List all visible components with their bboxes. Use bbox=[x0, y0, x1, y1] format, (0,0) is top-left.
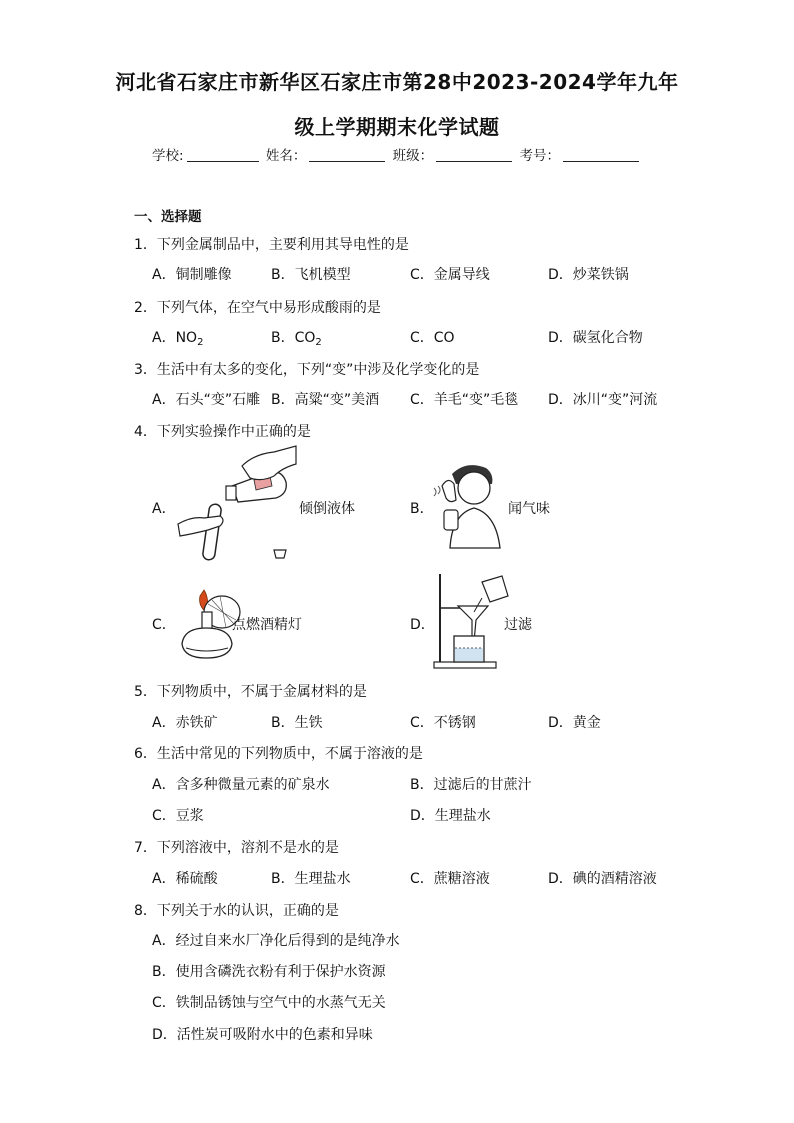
q8-option-b[interactable]: B．使用含磷洗衣粉有利于保护水资源 bbox=[152, 964, 386, 980]
q5-option-d[interactable]: D．黄金 bbox=[548, 715, 601, 731]
q4-caption-b: 闻气味 bbox=[508, 501, 550, 517]
q2-option-b[interactable] bbox=[271, 327, 322, 348]
question-7-stem: 7．下列溶液中，溶剂不是水的是 bbox=[134, 840, 339, 856]
q1-option-b[interactable]: B．飞机模型 bbox=[271, 267, 351, 283]
q8-option-d[interactable]: D．活性炭可吸附水中的色素和异味 bbox=[152, 1027, 373, 1043]
q6-option-c[interactable]: C．豆浆 bbox=[152, 808, 204, 824]
school-label: 学校: bbox=[152, 148, 184, 164]
q7-option-b[interactable]: B．生理盐水 bbox=[271, 871, 351, 887]
q2-option-b-sub: 2 bbox=[315, 337, 322, 348]
q1-option-c[interactable]: C．金属导线 bbox=[410, 267, 490, 283]
q3-option-c[interactable]: C．羊毛“变”毛毯 bbox=[410, 392, 519, 408]
question-4-stem: 4．下列实验操作中正确的是 bbox=[134, 424, 311, 440]
q3-option-b[interactable]: B．高粱“变”美酒 bbox=[271, 392, 380, 408]
school-blank[interactable] bbox=[187, 148, 259, 162]
question-3-stem: 3．生活中有太多的变化，下列“变”中涉及化学变化的是 bbox=[134, 362, 480, 378]
question-8-stem: 8．下列关于水的认识，正确的是 bbox=[134, 903, 339, 919]
q6-option-d[interactable]: D．生理盐水 bbox=[410, 808, 491, 824]
q8-option-c[interactable]: C．铁制品锈蚀与空气中的水蒸气无关 bbox=[152, 995, 386, 1011]
question-1-stem: 1．下列金属制品中，主要利用其导电性的是 bbox=[134, 237, 409, 253]
q4-caption-d: 过滤 bbox=[504, 617, 532, 633]
name-blank[interactable] bbox=[309, 148, 385, 162]
q1-option-a[interactable]: A．铜制雕像 bbox=[152, 267, 232, 283]
q1-option-d[interactable]: D．炒菜铁锅 bbox=[548, 267, 629, 283]
q7-option-d[interactable]: D．碘的酒精溶液 bbox=[548, 871, 657, 887]
title-line-2: 级上学期期末化学试题 bbox=[294, 115, 500, 139]
q4-option-c[interactable]: C． bbox=[152, 617, 176, 633]
q2-option-b-text: B．CO bbox=[271, 330, 316, 346]
q5-option-b[interactable]: B．生铁 bbox=[271, 715, 323, 731]
exam-no-blank[interactable] bbox=[563, 148, 639, 162]
student-info bbox=[0, 144, 794, 164]
q3-option-a[interactable]: A．石头“变”石雕 bbox=[152, 392, 261, 408]
class-label: 班级： bbox=[392, 148, 434, 164]
q4-option-d[interactable]: D． bbox=[410, 617, 435, 633]
q7-option-a[interactable]: A．稀硫酸 bbox=[152, 871, 218, 887]
q2-option-c[interactable]: C．CO bbox=[410, 330, 455, 346]
exam-no-label: 考号： bbox=[519, 148, 560, 164]
q2-option-a[interactable] bbox=[152, 327, 203, 348]
filtration-apparatus-icon bbox=[432, 572, 512, 670]
q4-caption-c: 点燃酒精灯 bbox=[232, 617, 302, 633]
q2-option-a-text: A．NO bbox=[152, 330, 198, 346]
q4-caption-a: 倾倒液体 bbox=[299, 501, 355, 517]
question-5-stem: 5．下列物质中，不属于金属材料的是 bbox=[134, 684, 367, 700]
question-6-stem: 6．生活中常见的下列物质中，不属于溶液的是 bbox=[134, 746, 423, 762]
question-2-stem: 2．下列气体，在空气中易形成酸雨的是 bbox=[134, 300, 381, 316]
q7-option-c[interactable]: C．蔗糖溶液 bbox=[410, 871, 490, 887]
q5-option-c[interactable]: C．不锈钢 bbox=[410, 715, 476, 731]
section-heading: 一、选择题 bbox=[134, 209, 202, 225]
q2-option-a-sub: 2 bbox=[197, 337, 204, 348]
name-label: 姓名： bbox=[265, 148, 307, 164]
pouring-liquid-icon bbox=[178, 446, 298, 566]
title-line-1: 河北省石家庄市新华区石家庄市第28中2023-2024学年九年 bbox=[115, 70, 679, 94]
q8-option-a[interactable]: A．经过自来水厂净化后得到的是纯净水 bbox=[152, 933, 400, 949]
q4-option-a[interactable]: A． bbox=[152, 501, 176, 517]
q6-option-b[interactable]: B．过滤后的甘蔗汁 bbox=[410, 777, 532, 793]
q6-option-a[interactable]: A．含多种微量元素的矿泉水 bbox=[152, 777, 330, 793]
smelling-gas-icon bbox=[430, 460, 510, 548]
q2-option-d[interactable]: D．碳氢化合物 bbox=[548, 330, 643, 346]
q5-option-a[interactable]: A．赤铁矿 bbox=[152, 715, 218, 731]
q4-option-b[interactable]: B． bbox=[410, 501, 434, 517]
q3-option-d[interactable]: D．冰川“变”河流 bbox=[548, 392, 658, 408]
class-blank[interactable] bbox=[436, 148, 512, 162]
